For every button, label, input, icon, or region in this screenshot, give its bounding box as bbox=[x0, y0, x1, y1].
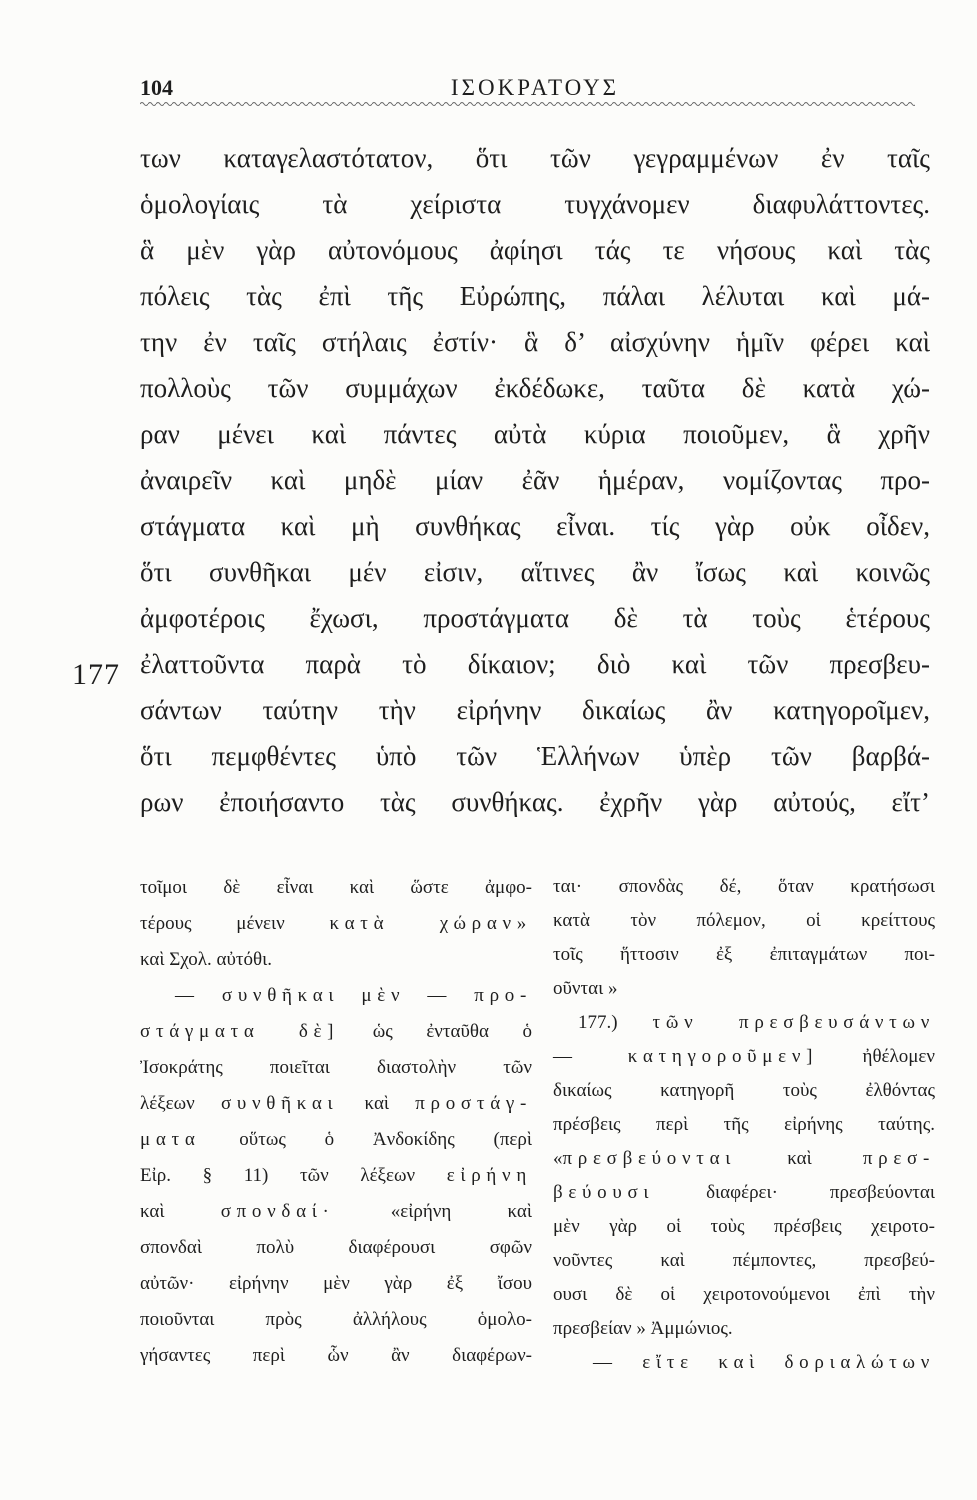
text-line: πολλοὺς τῶν συμμάχων ἐκδέδωκε, ταῦτα δὲ κατὰ χώ- bbox=[140, 373, 930, 403]
spaced-text: πρεσ- bbox=[862, 1148, 935, 1169]
footnote-text: Εἰρ. § 11) τῶν λέξεων bbox=[140, 1165, 447, 1186]
footnote-line bbox=[553, 1346, 935, 1380]
footnote-line bbox=[140, 1302, 532, 1338]
footnote-line bbox=[140, 1014, 532, 1050]
footnote-text: «εἰρήνη καὶ bbox=[334, 1201, 532, 1222]
footnote-line bbox=[140, 978, 532, 1014]
spaced-text: ματα bbox=[140, 1129, 201, 1150]
spaced-text: τῶν πρεσβευσάντων bbox=[652, 1012, 936, 1033]
spaced-text: συνθῆκαι bbox=[220, 1093, 339, 1114]
text-line: ἃ μὲν γὰρ αὐτονόμους ἀφίησι τάς τε νήσους καὶ τὰς bbox=[140, 235, 930, 265]
footnote-line bbox=[553, 1040, 935, 1074]
text-line: πόλεις τὰς ἐπὶ τῆς Εὐρώπης, πάλαι λέλυται καὶ μά- bbox=[140, 281, 930, 311]
footnote-column-left bbox=[140, 870, 532, 1374]
footnote-text: οῦνται » bbox=[553, 978, 618, 999]
spaced-text: — κατηγοροῦμεν] bbox=[553, 1046, 819, 1067]
footnote-line bbox=[553, 1142, 935, 1176]
page-number: 104 bbox=[140, 75, 173, 100]
text-line: των καταγελαστότατον, ὅτι τῶν γεγραμμένων ἐν ταῖς bbox=[140, 143, 930, 173]
spaced-text: στάγματα δὲ] bbox=[140, 1021, 340, 1042]
footnote-line bbox=[140, 1050, 532, 1086]
text-line: την ἐν ταῖς στήλαις ἐστίν· ἃ δ’ αἰσχύνην ἡμῖν φέρει καὶ bbox=[140, 327, 930, 357]
footnote-line bbox=[553, 1244, 935, 1278]
footnote-line bbox=[553, 972, 935, 1006]
text-line: σάντων ταύτην τὴν εἰρήνην δικαίως ἂν κατηγοροῖμεν, bbox=[140, 695, 930, 725]
footnote-line bbox=[553, 938, 935, 972]
footnote-text: δικαίως κατηγορῆ τοὺς ἐλθόντας bbox=[553, 1080, 935, 1101]
footnote-text: τοῖμοι δὲ εἶναι καὶ ὥστε ἀμφο- bbox=[140, 877, 532, 898]
footnote-line bbox=[553, 1210, 935, 1244]
footnote-text: τοῖς ἥττοσιν ἐξ ἐπιταγμάτων ποι- bbox=[553, 944, 935, 965]
footnote-text: πρεσβείαν » Ἀμμώνιος. bbox=[553, 1318, 733, 1339]
footnote-text: λέξεων bbox=[140, 1093, 221, 1114]
footnote-text: ται· σπονδὰς δέ, ὅταν κρατήσωσι bbox=[553, 876, 935, 897]
footnote-text: καὶ Σχολ. αὐτόθι. bbox=[140, 949, 272, 970]
section-number: 177 bbox=[72, 658, 120, 691]
footnote-line bbox=[140, 942, 532, 978]
text-line: ὅτι συνθῆκαι μέν εἰσιν, αἵτινες ἂν ἴσως καὶ κοινῶς bbox=[140, 557, 930, 587]
footnote-text: οὕτως ὁ Ἀνδοκίδης (περὶ bbox=[200, 1129, 532, 1150]
footnote-text: σπονδαὶ πολὺ διαφέρουσι σφῶν bbox=[140, 1237, 532, 1258]
text-line: ρων ἐποιήσαντο τὰς συνθήκας. ἐχρῆν γὰρ αὐτούς, εἴτ’ bbox=[140, 787, 930, 817]
footnote-line bbox=[553, 1074, 935, 1108]
footnote-text: 177.) bbox=[578, 1012, 653, 1033]
footnote-text: καὶ bbox=[338, 1093, 416, 1114]
footnote-line bbox=[553, 1278, 935, 1312]
footnote-line bbox=[553, 870, 935, 904]
footnote-line bbox=[140, 1266, 532, 1302]
spaced-text: προστάγ- bbox=[415, 1093, 532, 1114]
text-line: ἀμφοτέροις ἔχωσι, προστάγματα δὲ τὰ τοὺς ἑτέρους bbox=[140, 603, 930, 633]
footnote-line bbox=[140, 1194, 532, 1230]
footnote-line bbox=[553, 1108, 935, 1142]
footnote-line bbox=[553, 904, 935, 938]
text-line: ὁμολογίαις τὰ χείριστα τυγχάνομεν διαφυλάττοντες. bbox=[140, 189, 930, 219]
footnote-column-right bbox=[553, 870, 935, 1380]
text-line: ὅτι πεμφθέντες ὑπὸ τῶν Ἑλλήνων ὑπὲρ τῶν βαρβά- bbox=[140, 741, 930, 771]
spaced-text: — συνθῆκαι μὲν — προ- bbox=[175, 985, 532, 1006]
footnote-line bbox=[553, 1176, 935, 1210]
footnote-text: αὐτῶν· εἰρήνην μὲν γὰρ ἐξ ἴσου bbox=[140, 1273, 532, 1294]
text-line: ἀναιρεῖν καὶ μηδὲ μίαν ἐᾶν ἡμέραν, νομίζοντας προ- bbox=[140, 465, 930, 495]
main-text bbox=[140, 135, 930, 825]
footnote-text: τέρους μένειν bbox=[140, 913, 330, 934]
footnote-text: γήσαντες περὶ ὧν ἂν διαφέρων- bbox=[140, 1345, 532, 1366]
footnote-text: ὡς ἐνταῦθα ὁ bbox=[339, 1021, 533, 1042]
footnote-line bbox=[553, 1312, 935, 1346]
footnote-text: μὲν γὰρ οἱ τοὺς πρέσβεις χειροτο- bbox=[553, 1216, 935, 1237]
footnote-line bbox=[140, 1338, 532, 1374]
footnote-text: ποιοῦνται πρὸς ἀλλήλους ὁμολο- bbox=[140, 1309, 532, 1330]
footnote-text: ἠθέλομεν bbox=[818, 1046, 935, 1067]
text-line: στάγματα καὶ μὴ συνθήκας εἶναι. τίς γὰρ οὐκ οἶδεν, bbox=[140, 511, 930, 541]
footnote-text: ουσι δὲ οἱ χειροτονούμενοι ἐπὶ τὴν bbox=[553, 1284, 935, 1305]
footnote-line bbox=[140, 870, 532, 906]
footnote-text: « bbox=[553, 1148, 563, 1169]
spaced-text: εἰρήνη bbox=[446, 1165, 532, 1186]
footnote-text: κατὰ τὸν πόλεμον, οἱ κρείττους bbox=[553, 910, 935, 931]
footnote-line bbox=[140, 906, 532, 942]
footnote-line bbox=[140, 1230, 532, 1266]
footnote-line bbox=[140, 1086, 532, 1122]
spaced-text: κατὰ χώραν» bbox=[329, 913, 532, 934]
footnote-text: καὶ bbox=[140, 1201, 221, 1222]
footnote-text: πρέσβεις περὶ τῆς εἰρήνης ταύτης. bbox=[553, 1114, 935, 1135]
footnote-line bbox=[553, 1006, 935, 1040]
running-title: ΙΣΟΚΡΑΤΟΥΣ bbox=[450, 75, 620, 100]
spaced-text: σπονδαί· bbox=[220, 1201, 335, 1222]
footnote-text: Ἰσοκράτης ποιεῖται διαστολὴν τῶν bbox=[140, 1057, 532, 1078]
footnote-text: καὶ bbox=[736, 1148, 863, 1169]
footnote-text: διαφέρει· πρεσβεύονται bbox=[654, 1182, 935, 1203]
text-line: ραν μένει καὶ πάντες αὐτὰ κύρια ποιοῦμεν, ἃ χρῆν bbox=[140, 419, 930, 449]
text-line: ἐλαττοῦντα παρὰ τὸ δίκαιον; διὸ καὶ τῶν πρεσβευ- bbox=[140, 649, 930, 679]
spaced-text: πρεσβεύονται bbox=[562, 1148, 737, 1169]
spaced-text: — εἴτε καὶ δοριαλώτων bbox=[593, 1352, 935, 1373]
footnote-line bbox=[140, 1158, 532, 1194]
header-rule bbox=[140, 100, 915, 108]
footnote-line bbox=[140, 1122, 532, 1158]
spaced-text: βεύουσι bbox=[553, 1182, 655, 1203]
footnote-text: νοῦντες καὶ πέμποντες, πρεσβεύ- bbox=[553, 1250, 935, 1271]
